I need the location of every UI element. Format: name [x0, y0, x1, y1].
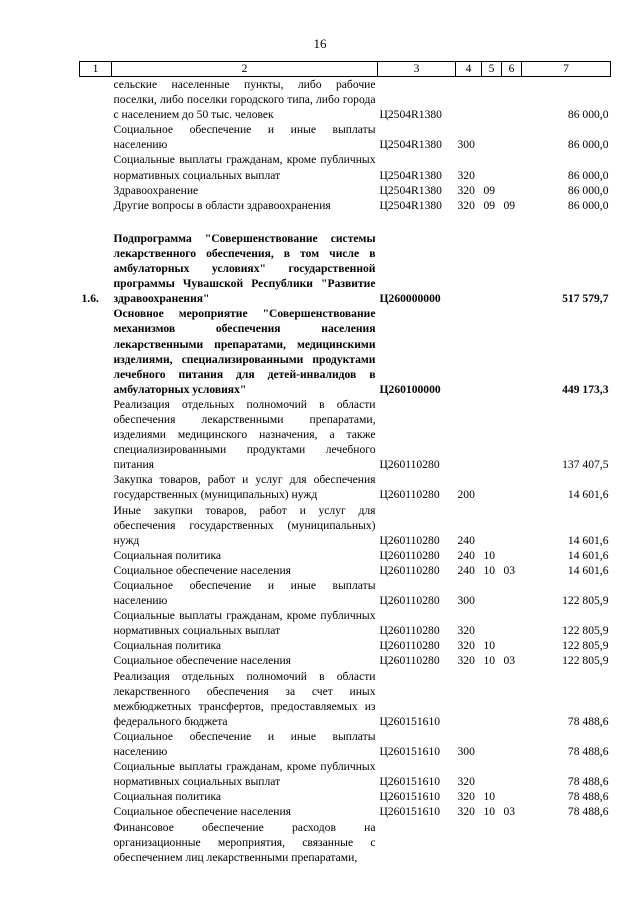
row-target-code — [378, 820, 456, 865]
row-target-code: Ц2504R1380 — [379, 198, 442, 212]
row-number — [80, 198, 112, 213]
row-expense-type — [456, 669, 482, 729]
row-amount: 122 805,9 — [562, 639, 609, 653]
row-description: Здравоохранение — [113, 183, 199, 197]
row-expense-type: 320 — [457, 198, 475, 212]
row-number — [80, 563, 112, 578]
row-description: Социальное обеспечение и иные выплаты населению — [113, 579, 376, 608]
table-row — [80, 183, 611, 198]
row-amount: 78 488,6 — [567, 790, 609, 804]
row-section — [482, 306, 502, 397]
row-section — [482, 608, 502, 638]
row-subsection — [502, 231, 522, 306]
row-target-code: Ц260110280 — [379, 624, 440, 638]
row-section: 10 — [483, 805, 496, 819]
row-number — [80, 804, 112, 819]
row-description: Социальное обеспечение населения — [113, 805, 292, 819]
row-amount: 14 601,6 — [567, 563, 609, 577]
table-row — [80, 608, 611, 638]
row-subsection: 03 — [503, 654, 516, 668]
row-section: 10 — [483, 654, 496, 668]
row-target-code: Ц260000000 — [379, 292, 441, 306]
page-number: 16 — [313, 36, 327, 51]
row-section — [482, 729, 502, 759]
row-target-code: Ц2504R1380 — [379, 183, 442, 197]
row-expense-type — [456, 77, 482, 123]
row-amount: 78 488,6 — [567, 714, 609, 728]
row-description: Реализация отдельных полномочий в области обеспечения лекарственными препаратами, изделиями медицинского назначения, а также специализированными продуктами лечебного питания — [113, 397, 376, 472]
row-target-code: Ц2504R1380 — [379, 168, 442, 182]
row-description: Социальное обеспечение населения — [113, 563, 292, 577]
header-cell: 5 — [482, 62, 502, 77]
row-number — [80, 503, 112, 548]
row-amount: 86 000,0 — [567, 108, 609, 122]
row-target-code: Ц260110280 — [379, 458, 440, 472]
row-expense-type: 320 — [457, 183, 475, 197]
row-subsection — [502, 548, 522, 563]
row-description: Социальные выплаты гражданам, кроме публичных нормативных социальных выплат — [113, 760, 376, 789]
row-subsection — [502, 397, 522, 472]
row-subsection — [502, 152, 522, 182]
row-amount: 14 601,6 — [567, 488, 609, 502]
row-subsection — [502, 503, 522, 548]
row-section: 10 — [483, 790, 496, 804]
header-cell: 4 — [456, 62, 482, 77]
row-amount: 86 000,0 — [567, 198, 609, 212]
row-section — [482, 472, 502, 502]
row-expense-type: 300 — [457, 594, 475, 608]
row-subsection — [502, 578, 522, 608]
row-amount: 78 488,6 — [567, 805, 609, 819]
row-amount — [522, 820, 611, 865]
row-section — [482, 152, 502, 182]
row-expense-type — [456, 397, 482, 472]
row-number — [80, 183, 112, 198]
row-subsection — [502, 183, 522, 198]
table-row — [80, 653, 611, 668]
row-description: Подпрограмма "Совершенствование системы лекарственного обеспечения, в том числе в амбулаторных условиях" государственной программы Чувашской Республики "Развитие здравоохранения" — [113, 231, 376, 306]
spacer-row — [80, 213, 611, 231]
row-subsection: 09 — [503, 198, 516, 212]
row-amount: 122 805,9 — [562, 654, 609, 668]
row-target-code: Ц260151610 — [379, 790, 441, 804]
row-number — [80, 638, 112, 653]
table-row — [80, 152, 611, 182]
row-section — [482, 669, 502, 729]
row-expense-type: 320 — [457, 624, 475, 638]
table-row — [80, 563, 611, 578]
row-description: Финансовое обеспечение расходов на организационные мероприятия, связанные с обеспечением лиц лекарственными препаратами, — [113, 820, 376, 864]
row-target-code: Ц260151610 — [379, 714, 441, 728]
row-number — [80, 608, 112, 638]
row-amount: 86 000,0 — [567, 183, 609, 197]
row-number — [80, 152, 112, 182]
row-target-code: Ц260110280 — [379, 654, 440, 668]
row-description: Социальное обеспечение населения — [113, 654, 292, 668]
row-expense-type: 320 — [457, 639, 475, 653]
row-expense-type: 320 — [457, 168, 475, 182]
table-row — [80, 729, 611, 759]
table-row — [80, 198, 611, 213]
row-number — [80, 306, 112, 397]
table-row — [80, 306, 611, 397]
table-row — [80, 472, 611, 502]
row-expense-type: 240 — [457, 533, 475, 547]
table-row — [80, 789, 611, 804]
row-section: 10 — [483, 563, 496, 577]
row-section: 09 — [483, 183, 496, 197]
row-number — [80, 397, 112, 472]
row-expense-type: 240 — [457, 548, 475, 562]
row-number — [80, 820, 112, 865]
header-cell: 7 — [522, 62, 611, 77]
row-expense-type: 320 — [457, 775, 475, 789]
row-subsection — [502, 669, 522, 729]
row-number — [80, 653, 112, 668]
row-expense-type: 320 — [457, 654, 475, 668]
header-cell: 6 — [502, 62, 522, 77]
row-section — [482, 503, 502, 548]
row-section: 09 — [483, 198, 496, 212]
row-number — [80, 789, 112, 804]
row-number — [80, 548, 112, 563]
table-row — [80, 820, 611, 865]
row-subsection — [502, 77, 522, 123]
row-target-code: Ц260110280 — [379, 563, 440, 577]
header-cell: 3 — [378, 62, 456, 77]
row-expense-type — [456, 231, 482, 306]
row-amount: 122 805,9 — [562, 624, 609, 638]
row-subsection — [502, 789, 522, 804]
row-number — [80, 729, 112, 759]
row-number — [80, 122, 112, 152]
row-description: Основное мероприятие "Совершенствование механизмов обеспечения населения лекарственными препаратами, медицинскими изделиями, специализированными продуктами лечебного питания для детей-инвалидов в амбулаторных условиях" — [113, 307, 376, 396]
row-target-code: Ц260100000 — [379, 382, 441, 396]
table-row — [80, 231, 611, 306]
row-description: Социальное обеспечение и иные выплаты населению — [113, 123, 376, 152]
table-row — [80, 578, 611, 608]
row-amount: 86 000,0 — [567, 168, 609, 182]
row-amount: 14 601,6 — [567, 548, 609, 562]
row-target-code: Ц2504R1380 — [379, 108, 442, 122]
row-expense-type: 320 — [457, 805, 475, 819]
row-target-code: Ц260151610 — [379, 805, 441, 819]
table-row — [80, 77, 611, 123]
row-subsection — [502, 759, 522, 789]
table-header-row — [80, 62, 611, 77]
row-description: Социальная политика — [113, 790, 222, 804]
header-cell: 2 — [112, 62, 378, 77]
row-amount: 517 579,7 — [562, 292, 609, 306]
row-subsection — [502, 638, 522, 653]
row-expense-type: 300 — [457, 138, 475, 152]
row-expense-type: 200 — [457, 488, 475, 502]
row-description: Иные закупки товаров, работ и услуг для обеспечения государственных (муниципальных) нужд — [113, 503, 376, 547]
row-target-code: Ц260151610 — [379, 775, 441, 789]
row-target-code: Ц260110280 — [379, 533, 440, 547]
row-expense-type: 240 — [457, 563, 475, 577]
row-description: Реализация отдельных полномочий в области лекарственного обеспечения за счет иных межбюджетных трансфертов, предоставляемых из федерального бюджета — [113, 669, 376, 728]
row-expense-type — [456, 820, 482, 865]
row-number — [80, 77, 112, 123]
row-amount: 78 488,6 — [567, 745, 609, 759]
table-row — [80, 122, 611, 152]
row-section — [482, 77, 502, 123]
row-amount: 78 488,6 — [567, 775, 609, 789]
budget-table — [79, 61, 611, 865]
row-description: Социальная политика — [113, 548, 222, 562]
table-row — [80, 669, 611, 729]
row-amount: 122 805,9 — [562, 594, 609, 608]
row-number: 1.6. — [81, 292, 99, 306]
row-number — [80, 472, 112, 502]
row-expense-type: 320 — [457, 790, 475, 804]
row-description: Социальная политика — [113, 639, 222, 653]
row-section — [482, 820, 502, 865]
row-section — [482, 122, 502, 152]
row-amount: 449 173,3 — [562, 382, 609, 396]
row-description: Социальное обеспечение и иные выплаты населению — [113, 729, 376, 759]
row-section — [482, 759, 502, 789]
row-description: Социальные выплаты гражданам, кроме публичных нормативных социальных выплат — [113, 609, 376, 638]
header-cell: 1 — [80, 62, 112, 77]
table-row — [80, 503, 611, 548]
table-row — [80, 759, 611, 789]
row-target-code: Ц260110280 — [379, 639, 440, 653]
row-number — [80, 669, 112, 729]
row-description: Социальные выплаты гражданам, кроме публичных нормативных социальных выплат — [113, 153, 376, 182]
row-target-code: Ц260110280 — [379, 488, 440, 502]
table-row — [80, 804, 611, 819]
row-target-code: Ц260110280 — [379, 548, 440, 562]
row-section — [482, 231, 502, 306]
row-amount: 86 000,0 — [567, 138, 609, 152]
row-target-code: Ц2504R1380 — [379, 138, 442, 152]
row-target-code: Ц260151610 — [379, 745, 441, 759]
row-subsection: 03 — [503, 563, 516, 577]
row-subsection: 03 — [503, 805, 516, 819]
row-section — [482, 578, 502, 608]
row-subsection — [502, 608, 522, 638]
row-subsection — [502, 122, 522, 152]
row-section: 10 — [483, 548, 496, 562]
table-body — [80, 77, 611, 865]
row-expense-type — [456, 306, 482, 397]
table-row — [80, 638, 611, 653]
row-section: 10 — [483, 639, 496, 653]
table-row — [80, 548, 611, 563]
row-expense-type: 300 — [457, 745, 475, 759]
spacer-cell — [80, 213, 611, 231]
row-amount: 137 407,5 — [562, 458, 609, 472]
row-amount: 14 601,6 — [567, 533, 609, 547]
row-target-code: Ц260110280 — [379, 594, 440, 608]
row-number — [80, 578, 112, 608]
row-subsection — [502, 729, 522, 759]
row-subsection — [502, 820, 522, 865]
row-description: сельские населенные пункты, либо рабочие поселки, либо поселки городского типа, либо города с населением до 50 тыс. человек — [113, 78, 376, 122]
row-subsection — [502, 472, 522, 502]
table-row — [80, 397, 611, 472]
row-section — [482, 397, 502, 472]
row-description: Другие вопросы в области здравоохранения — [113, 198, 331, 212]
row-number — [80, 759, 112, 789]
row-subsection — [502, 306, 522, 397]
row-description: Закупка товаров, работ и услуг для обеспечения государственных (муниципальных) нужд — [113, 473, 376, 502]
